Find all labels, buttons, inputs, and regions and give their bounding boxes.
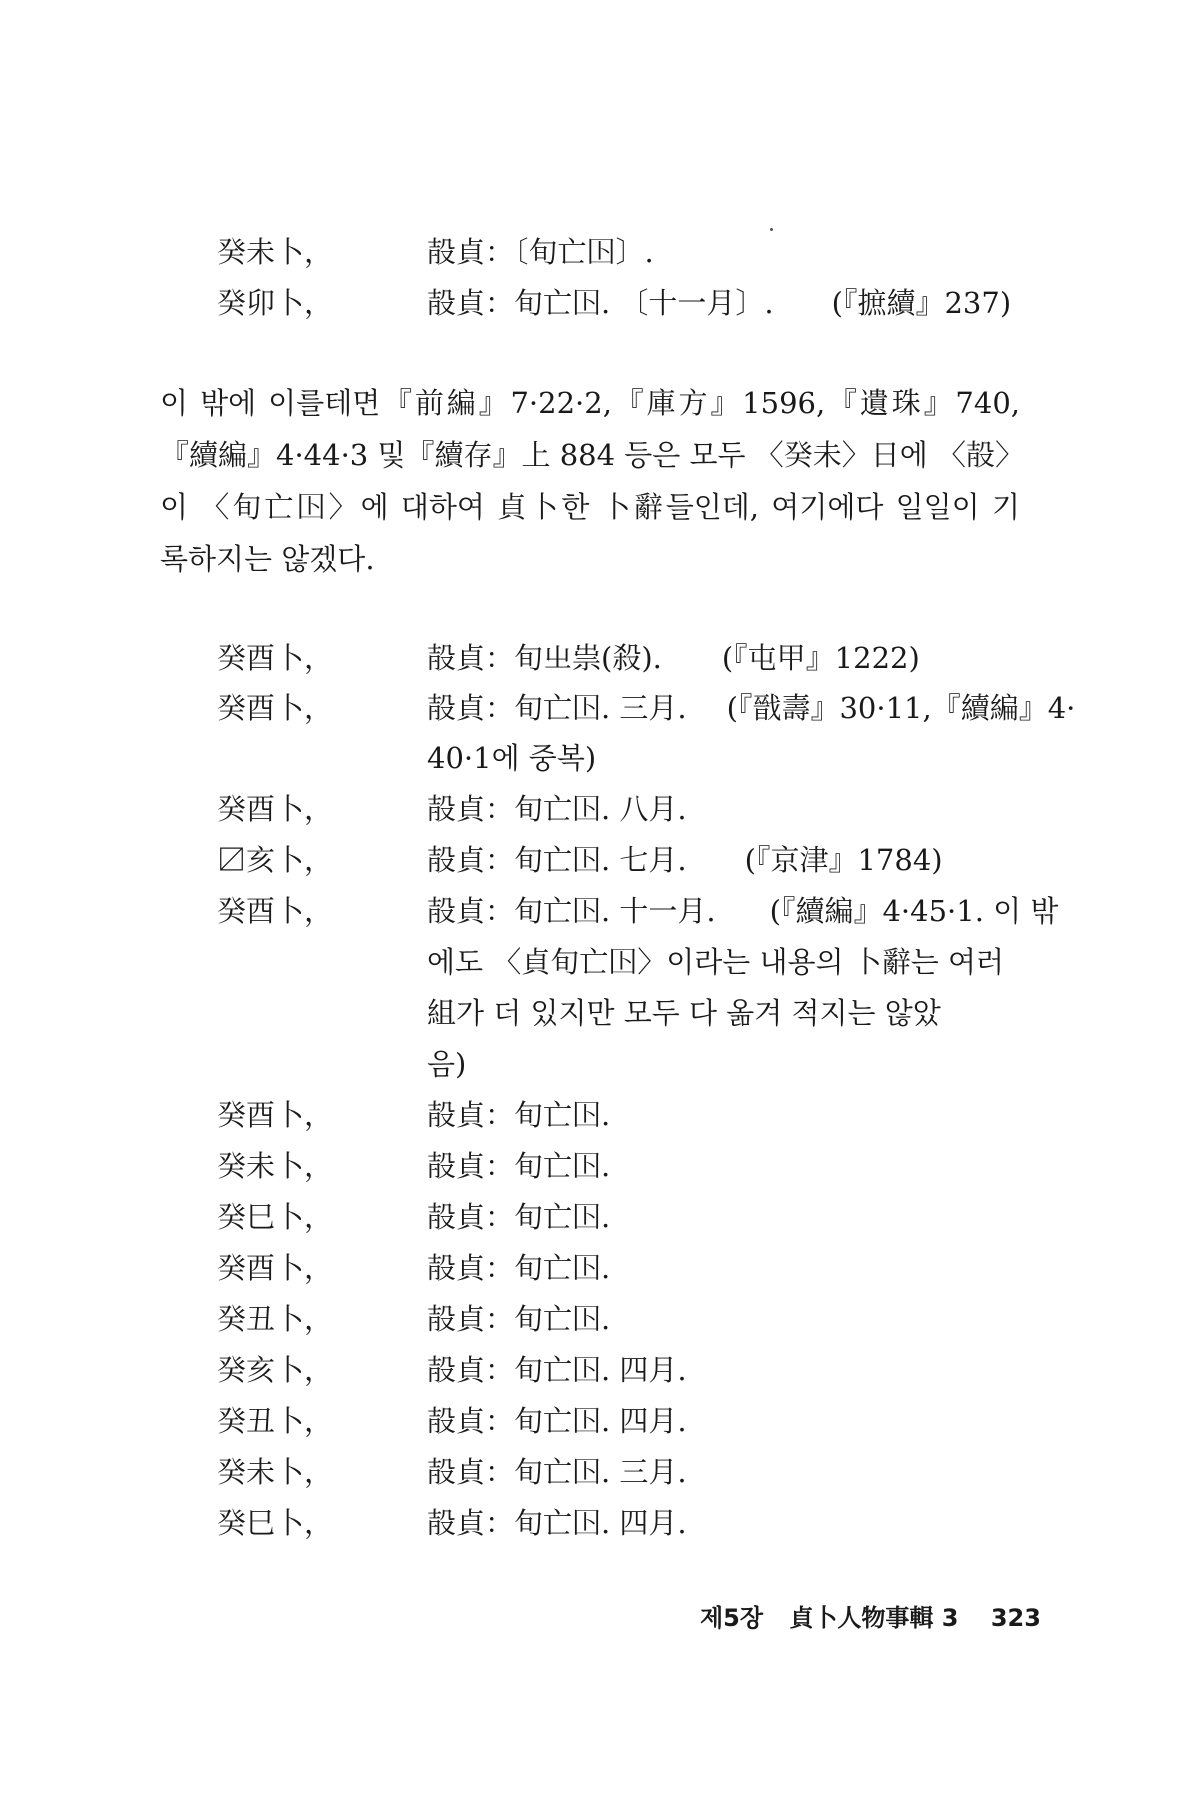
inscription-line [217, 688, 1075, 728]
paragraph-line: 이 〈旬亡𡆥〉에 대하여 貞卜한 卜辭들인데, 여기에다 일일이 기 [160, 490, 1020, 524]
inscription-prefix: 〼亥卜， [217, 843, 334, 877]
inscription-text: 㱿貞：旬亡𡆥. [427, 1149, 611, 1183]
inscription-text: 㱿貞：旬亡𡆥. 十一月. [427, 894, 716, 928]
inscription-text: 㱿貞：旬亡𡆥. [427, 1251, 611, 1285]
inscription-line [217, 1299, 610, 1339]
inscription-prefix: 癸酉卜， [217, 641, 334, 675]
body-paragraph [160, 383, 1024, 579]
inscription-prefix: 癸亥卜， [217, 1353, 334, 1387]
inscription-text: 㱿貞：旬亡𡆥. 三月. [427, 1455, 687, 1489]
page-footer [700, 1598, 1051, 1633]
paragraph-line: 『續編』4·44·3 및『續存』上 884 등은 모두 〈癸未〉日에 〈㱿〉 [160, 438, 1024, 472]
inscription-prefix: 癸丑卜， [217, 1404, 334, 1438]
paragraph-line: 이 밖에 이를테면『前編』7·22·2,『庫方』1596,『遺珠』740, [160, 386, 1020, 420]
inscription-prefix: 癸酉卜， [217, 691, 334, 725]
inscription-line [217, 232, 654, 272]
inscription-prefix: 癸卯卜， [217, 286, 334, 320]
inscription-prefix: 癸酉卜， [217, 792, 334, 826]
inscription-line [217, 1146, 610, 1186]
footer-title: 貞卜人物事輯 3 [789, 1604, 959, 1632]
inscription-line [217, 1248, 610, 1288]
inscription-source: (『摭續』237) [831, 286, 1012, 320]
inscription-text: 㱿貞：旬亡𡆥. 〔十一月〕. [427, 286, 774, 320]
inscription-line [217, 283, 1011, 323]
paragraph-line: 록하지는 않겠다. [160, 542, 375, 576]
inscription-text: 㱿貞：旬亡𡆥. 八月. [427, 792, 687, 826]
inscription-text: 㱿貞：旬亡𡆥. [427, 1200, 611, 1234]
inscription-text: 㱿貞：旬亡𡆥. 四月. [427, 1353, 687, 1387]
inscription-line [217, 1197, 610, 1237]
inscription-text: 㱿貞：旬亡𡆥. [427, 1302, 611, 1336]
inscription-prefix: 癸酉卜， [217, 1251, 334, 1285]
inscription-prefix: 癸未卜， [217, 1149, 334, 1183]
page-number: 323 [990, 1604, 1041, 1632]
inscription-line [217, 840, 943, 880]
inscription-line [217, 1503, 687, 1543]
inscription-prefix: 癸巳卜， [217, 1200, 334, 1234]
inscription-prefix: 癸未卜， [217, 1455, 334, 1489]
inscription-line [217, 1452, 687, 1492]
inscription-line [217, 638, 920, 678]
inscription-text: 㱿貞：旬亡𡆥. 四月. [427, 1506, 687, 1540]
inscription-source: (『戩壽』30·11,『續編』4· [726, 691, 1076, 725]
inscription-prefix: 癸巳卜， [217, 1506, 334, 1540]
inscription-line [217, 891, 1058, 931]
speck-mark [770, 228, 773, 231]
inscription-line [217, 1350, 687, 1390]
inscription-text: 㱿貞：旬亡𡆥. [427, 1098, 611, 1132]
source-continuation: 음) [427, 1047, 467, 1081]
inscription-prefix: 癸丑卜， [217, 1302, 334, 1336]
inscription-source: (『京津』1784) [744, 843, 943, 877]
source-continuation: 에도 〈貞旬亡𡆥〉이라는 내용의 卜辭는 여러 [427, 945, 1005, 979]
inscription-line [217, 1401, 687, 1441]
source-continuation: 40·1에 중복) [427, 741, 597, 775]
inscription-prefix: 癸未卜， [217, 235, 334, 269]
inscription-line [217, 789, 687, 829]
footer-chapter: 제5장 [700, 1604, 764, 1632]
source-continuation: 組가 더 있지만 모두 다 옮겨 적지는 않았 [427, 996, 941, 1030]
inscription-source: (『屯甲』1222) [721, 641, 920, 675]
inscription-line [217, 1095, 610, 1135]
inscription-text: 㱿貞：旬亡𡆥. 三月. [427, 691, 687, 725]
inscription-text: 㱿貞：旬亡𡆥. 七月. [427, 843, 687, 877]
inscription-source: (『續編』4·45·1. 이 밖 [769, 894, 1059, 928]
inscription-prefix: 癸酉卜， [217, 894, 334, 928]
inscription-prefix: 癸酉卜， [217, 1098, 334, 1132]
inscription-text: 㱿貞：〔旬亡𡆥〕. [427, 235, 654, 269]
inscription-text: 㱿貞：旬㞢祟(殺). [427, 641, 662, 675]
inscription-text: 㱿貞：旬亡𡆥. 四月. [427, 1404, 687, 1438]
